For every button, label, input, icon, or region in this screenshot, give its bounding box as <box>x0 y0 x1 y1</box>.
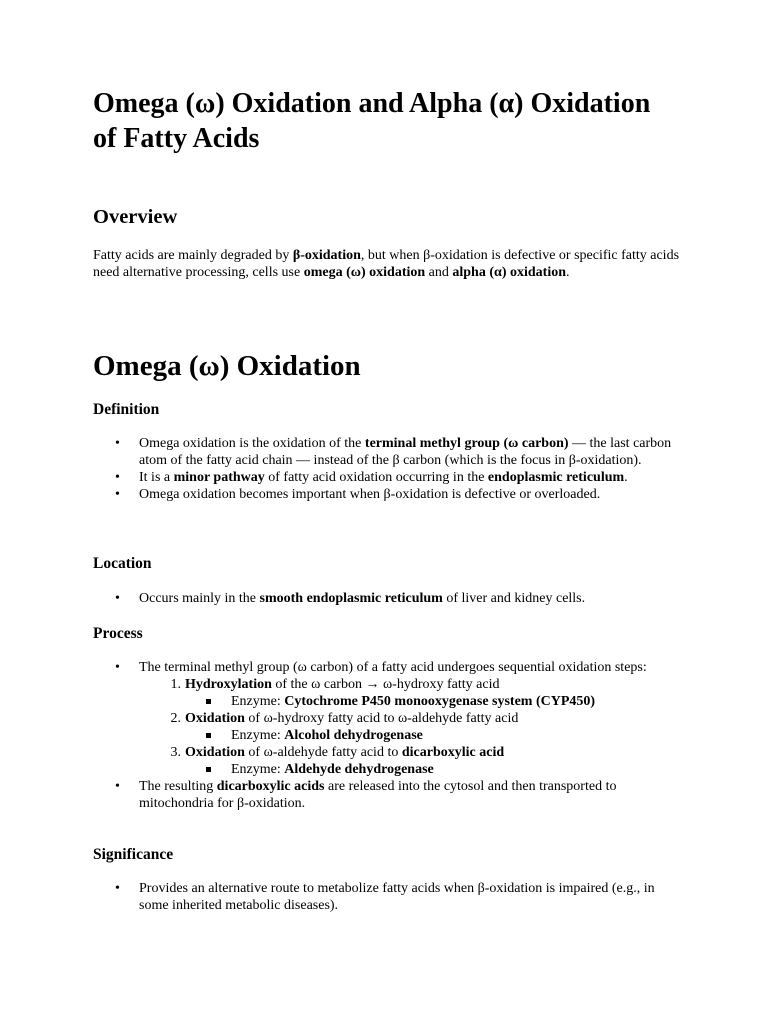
item-text: — the last carbon atom of the fatty acid chain — instead of the β carbon (which is the focus in β-oxidation). <box>139 436 672 468</box>
overview-heading: Overview <box>93 206 178 228</box>
item-bold: endoplasmic reticulum <box>487 470 625 485</box>
step-bold: Oxidation <box>185 745 245 760</box>
square-bullet-icon <box>206 733 211 738</box>
item-text: of liver and kidney cells. <box>442 591 586 606</box>
bullet-dot-icon: • <box>115 881 120 896</box>
step-number: 2. <box>170 711 181 726</box>
step-bold: Hydroxylation <box>185 677 272 692</box>
bullet-dot-icon: • <box>115 470 120 485</box>
item-bold: dicarboxylic acids <box>216 779 325 794</box>
enzyme-name: Cytochrome P450 monooxygenase system (CYP450) <box>284 694 596 709</box>
overview-text: Fatty acids are mainly degraded by <box>93 248 293 263</box>
enzyme-item <box>185 727 683 744</box>
significance-list <box>93 880 683 914</box>
definition-list <box>93 435 683 503</box>
document-title: Omega (ω) Oxidation and Alpha (α) Oxidation of Fatty Acids <box>93 88 651 154</box>
overview-text: , but when β-oxidation is defective or specific fatty acids need alternative processing, cells use <box>93 248 680 280</box>
list-item <box>93 435 683 469</box>
step-number: 1. <box>170 677 181 692</box>
overview-text: . <box>566 265 570 280</box>
step-item <box>139 744 683 778</box>
overview-bold: omega (ω) oxidation <box>303 265 426 280</box>
list-item <box>93 659 683 778</box>
step-text: of ω-hydroxy fatty acid to ω-aldehyde fatty acid <box>244 711 519 726</box>
step-text: of ω-aldehyde fatty acid to <box>244 745 402 760</box>
step-item <box>139 710 683 744</box>
enzyme-name: Alcohol dehydrogenase <box>284 728 423 743</box>
bullet-dot-icon: • <box>115 591 120 606</box>
bullet-dot-icon: • <box>115 779 120 794</box>
enzyme-label: Enzyme: <box>231 762 285 777</box>
item-text: Omega oxidation is the oxidation of the <box>139 436 365 451</box>
bullet-dot-icon: • <box>115 436 120 451</box>
significance-heading: Significance <box>93 846 174 863</box>
enzyme-item <box>185 761 683 778</box>
item-text: are released into the cytosol and then transported to mitochondria for β-oxidation. <box>139 779 617 811</box>
item-text: of fatty acid oxidation occurring in the <box>264 470 488 485</box>
enzyme-list <box>185 761 683 778</box>
location-heading: Location <box>93 555 152 572</box>
overview-paragraph <box>93 247 683 281</box>
item-bold: minor pathway <box>173 470 265 485</box>
square-bullet-icon <box>206 699 211 704</box>
overview-bold: β-oxidation <box>292 248 361 263</box>
item-text: . <box>624 470 628 485</box>
step-item <box>139 676 683 710</box>
item-text: It is a <box>139 470 174 485</box>
list-item <box>93 778 683 812</box>
step-bold: dicarboxylic acid <box>401 745 505 760</box>
item-bold: smooth endoplasmic reticulum <box>259 591 443 606</box>
list-item <box>93 880 683 914</box>
enzyme-list <box>185 693 683 710</box>
bullet-dot-icon: • <box>115 487 120 502</box>
step-text: of the ω carbon → ω-hydroxy fatty acid <box>271 677 500 692</box>
location-list <box>93 590 683 607</box>
enzyme-label: Enzyme: <box>231 728 285 743</box>
omega-section-heading: Omega (ω) Oxidation <box>93 350 361 382</box>
list-item <box>93 469 683 486</box>
step-number: 3. <box>170 745 181 760</box>
square-bullet-icon <box>206 767 211 772</box>
list-item <box>93 486 683 503</box>
definition-heading: Definition <box>93 401 160 418</box>
process-steps <box>139 676 683 778</box>
bullet-dot-icon: • <box>115 660 120 675</box>
item-text: Omega oxidation becomes important when β-oxidation is defective or overloaded. <box>139 487 601 502</box>
enzyme-list <box>185 727 683 744</box>
item-text: Occurs mainly in the <box>139 591 260 606</box>
item-bold: terminal methyl group (ω carbon) <box>364 436 569 451</box>
enzyme-name: Aldehyde dehydrogenase <box>284 762 434 777</box>
overview-bold: alpha (α) oxidation <box>452 265 566 280</box>
enzyme-label: Enzyme: <box>231 694 285 709</box>
step-bold: Oxidation <box>185 711 245 726</box>
enzyme-item <box>185 693 683 710</box>
item-text: Provides an alternative route to metabolize fatty acids when β-oxidation is impaired (e.g., in some inherited metabolic diseases). <box>139 881 655 913</box>
item-text: The resulting <box>139 779 217 794</box>
item-text: The terminal methyl group (ω carbon) of a fatty acid undergoes sequential oxidation steps: <box>139 660 647 675</box>
process-list <box>93 659 683 812</box>
process-heading: Process <box>93 625 143 642</box>
list-item <box>93 590 683 607</box>
overview-text: and <box>425 265 453 280</box>
